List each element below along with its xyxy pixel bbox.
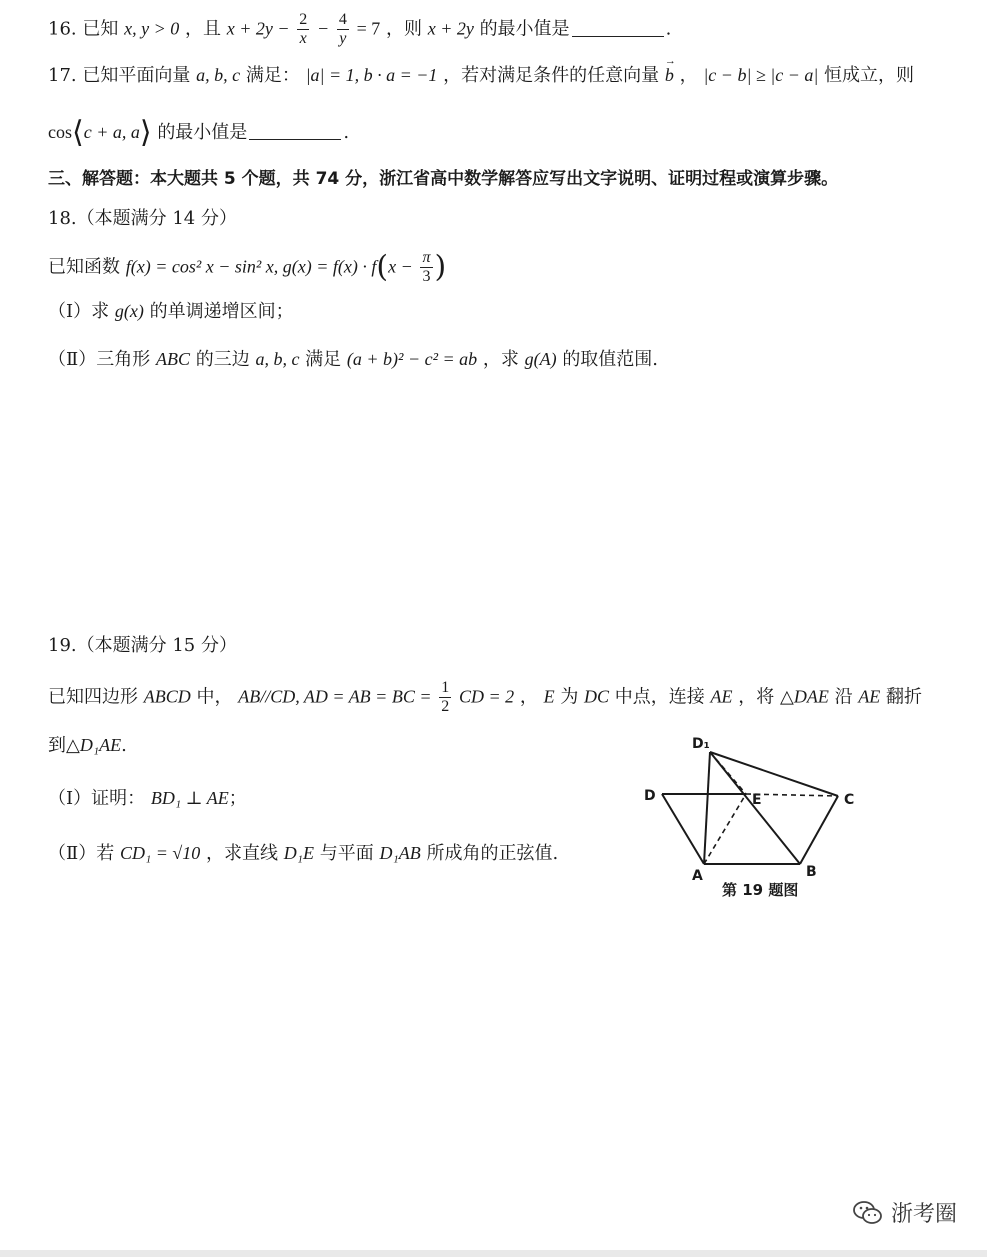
fraction-denominator: x	[299, 30, 307, 47]
q19-condition-b: CD = 2	[458, 686, 515, 707]
q17-vectors: a, b, c	[196, 65, 241, 85]
question-19-header: 19.（本题满分 15 分）	[48, 635, 237, 656]
q19-line2-a: 到	[48, 735, 66, 756]
fraction-denominator: 2	[441, 698, 450, 715]
watermark	[853, 1197, 957, 1228]
q16-text-d: 的最小值是	[479, 18, 570, 40]
section-heading: 三、解答题：本大题共 5 个题，共 74 分，浙江省高中数学解答应写出文字说明、证明过程或演算步骤。	[48, 169, 839, 189]
q17-vector-b: → b	[665, 66, 674, 84]
q18-arg-left: x −	[388, 256, 413, 277]
edge-b-c	[800, 796, 838, 864]
q18-pi-fraction	[420, 250, 432, 285]
q17-cos-args: c + a, a	[83, 122, 140, 142]
part-label: （Ⅱ）若	[48, 843, 115, 864]
q18-text-a: 已知函数	[48, 256, 120, 278]
q19-part2-plane: D₁AB	[379, 843, 421, 863]
question-18-header: 18.（本题满分 14 分）	[48, 208, 237, 229]
fraction-numerator: π	[422, 249, 431, 266]
q16-text-c: ，则	[385, 18, 422, 40]
q19-text-f: ，将	[738, 686, 775, 708]
question-number: 16.	[48, 18, 77, 40]
q19-text-e: 中点，连接	[614, 686, 705, 708]
q18-part2-text-b: 满足	[305, 349, 342, 370]
fraction-denominator: y	[339, 30, 347, 47]
q18-sides: a, b, c	[255, 349, 300, 369]
q19-quad: ABCD	[143, 686, 191, 707]
question-18-part-1	[48, 302, 294, 321]
q19-part2-line: D₁E	[283, 843, 314, 863]
q19-ae-2: AE	[858, 686, 881, 707]
q17-condition: |a| = 1, b · a = −1	[305, 65, 438, 85]
q18-part1-text: 的单调递增区间；	[149, 301, 294, 322]
figure-caption: 第 19 题图	[722, 881, 799, 899]
q16-fraction-1	[297, 12, 309, 47]
q18-equation: (a + b)² − c² = ab	[346, 349, 478, 369]
q17-text-f: 的最小值是	[157, 122, 248, 143]
q19-part1-end: ；	[228, 788, 247, 809]
fraction-numerator: 4	[338, 11, 347, 28]
question-19-part-1	[48, 789, 247, 808]
q19-e: E	[543, 686, 555, 707]
label-a: A	[692, 868, 703, 884]
q19-text-g: 沿	[834, 686, 853, 708]
q17-text-c: ，若对满足条件的任意向量	[443, 65, 660, 86]
label-b: B	[806, 864, 817, 880]
q16-target: x + 2y	[427, 18, 474, 39]
dashed-a-e	[704, 794, 746, 864]
q18-part1-func: g(x)	[114, 301, 144, 321]
q16-fraction-2	[337, 12, 349, 47]
question-number: 17.	[48, 65, 77, 86]
q16-condition: x, y > 0	[124, 18, 180, 39]
question-16	[48, 12, 671, 47]
q18-g-a: g(A)	[524, 349, 557, 369]
q16-minus: −	[316, 18, 330, 39]
q17-text-d: ，	[679, 65, 698, 86]
edge-d-a	[662, 794, 704, 864]
q19-triangle: △DAE	[780, 686, 829, 707]
right-paren: )	[434, 249, 447, 285]
q18-function: f(x) = cos² x − sin² x, g(x) = f(x) · f	[125, 256, 377, 277]
label-e: E	[752, 792, 762, 808]
q18-triangle: ABC	[155, 349, 190, 369]
wechat-icon	[853, 1200, 883, 1226]
q19-text-d: 为	[560, 686, 579, 708]
q19-triangle-2: △D₁AE	[66, 735, 122, 755]
question-18-part-2	[48, 350, 658, 369]
q17-cos-label: cos	[48, 122, 72, 142]
left-angle-bracket: ⟨	[72, 115, 84, 150]
q16-expr-right: = 7	[356, 18, 381, 39]
q19-part2-text-a: ，求直线	[206, 843, 278, 864]
question-19-part-2	[48, 844, 558, 863]
question-17	[48, 66, 914, 85]
q18-part2-text-d: 的取值范围.	[562, 349, 659, 370]
part-label: （Ⅱ）三角形	[48, 349, 151, 370]
q17-end: .	[343, 122, 350, 143]
q16-text-a: 已知	[82, 18, 119, 40]
page-bottom-bar	[0, 1250, 987, 1257]
q19-line2-end: .	[121, 735, 127, 756]
q19-half-fraction	[439, 680, 451, 715]
right-angle-bracket: ⟩	[139, 115, 152, 150]
fraction-denominator: 3	[422, 268, 431, 285]
q19-part2-text-c: 所成角的正弦值.	[426, 843, 559, 864]
q17-inequality: |c − b| ≥ |c − a|	[703, 65, 819, 85]
q19-text-c: ，	[519, 686, 538, 708]
q18-part2-text-a: 的三边	[195, 349, 250, 370]
q18-part2-text-c: ，求	[482, 349, 519, 370]
watermark-text: 浙考圈	[890, 1202, 957, 1227]
q16-end: .	[665, 18, 672, 40]
geometry-figure	[640, 730, 880, 910]
q19-part2-text-b: 与平面	[319, 843, 374, 864]
q17-text-e: 恒成立，则	[824, 65, 915, 86]
answer-blank	[572, 36, 664, 37]
question-19-stem	[48, 680, 922, 715]
part-label: （Ⅰ）证明：	[48, 788, 146, 809]
label-d: D	[644, 788, 656, 804]
question-17-line-2	[48, 115, 350, 150]
q17-text-a: 已知平面向量	[82, 65, 191, 86]
fraction-numerator: 1	[441, 679, 450, 696]
q19-part2-condition: CD₁ = √10	[119, 843, 201, 863]
q19-part1-statement: BD₁ ⊥ AE	[150, 788, 229, 808]
q19-ae: AE	[710, 686, 733, 707]
part-label: （Ⅰ）求	[48, 301, 110, 322]
q19-text-a: 已知四边形	[48, 686, 138, 708]
q19-text-h: 翻折	[886, 686, 923, 708]
label-c: C	[844, 792, 855, 808]
edge-d1-a	[704, 752, 710, 864]
fraction-numerator: 2	[299, 11, 308, 28]
q19-text-b: 中，	[196, 686, 233, 708]
q19-dc: DC	[584, 686, 610, 707]
q16-text-b: ，且	[184, 18, 221, 40]
q19-condition-a: AB//CD, AD = AB = BC =	[238, 686, 432, 707]
left-paren: (	[376, 249, 389, 285]
answer-blank	[249, 139, 341, 140]
label-d1: D₁	[692, 736, 710, 752]
question-19-stem-line-2	[48, 736, 127, 755]
q16-expr-left: x + 2y −	[226, 18, 290, 39]
question-18-stem	[48, 250, 446, 285]
q17-text-b: 满足：	[245, 65, 300, 86]
